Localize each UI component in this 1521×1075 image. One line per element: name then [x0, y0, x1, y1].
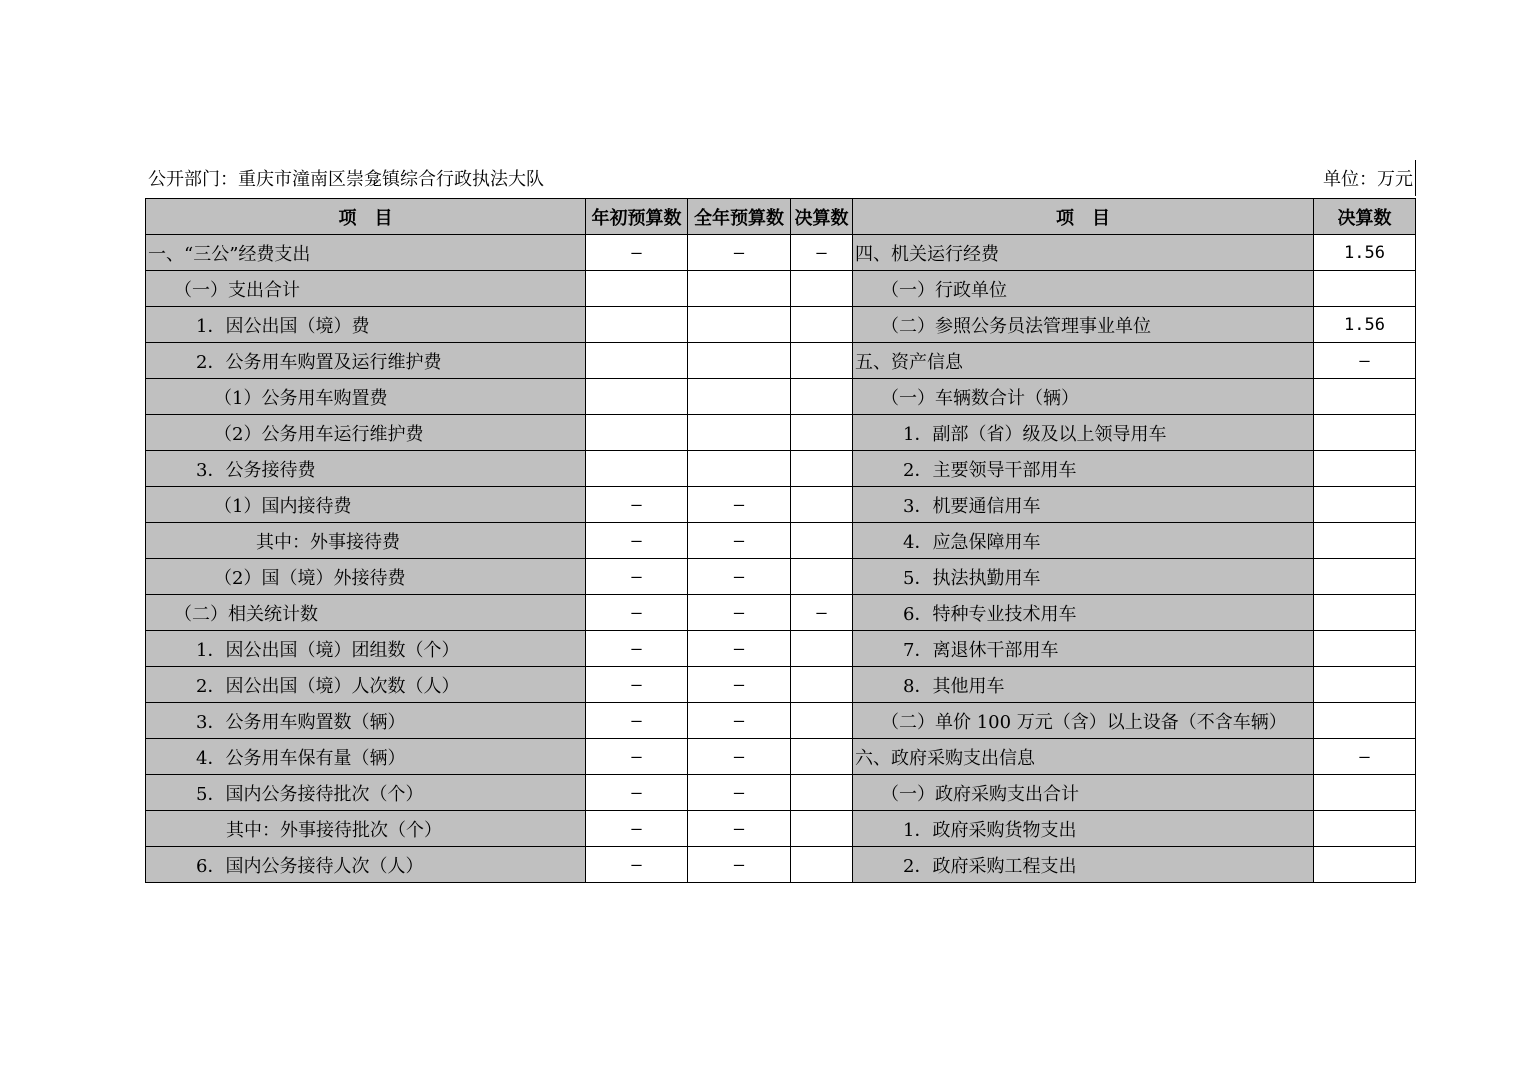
left-item-cell: （2）国（境）外接待费: [146, 559, 586, 595]
right-item-cell: 2．政府采购工程支出: [853, 847, 1314, 883]
table-row: [146, 343, 1416, 379]
right-item-cell: （一）行政单位: [853, 271, 1314, 307]
right-item-cell: 四、机关运行经费: [853, 235, 1314, 271]
table-row: [146, 379, 1416, 415]
right-item-cell: 6．特种专业技术用车: [853, 595, 1314, 631]
left-item-cell: （1）公务用车购置费: [146, 379, 586, 415]
col-header-item: 项 目: [146, 199, 586, 235]
final-account-cell: [791, 847, 853, 883]
right-final-account-cell: [1314, 559, 1416, 595]
right-item-cell: （二）单价 100 万元（含）以上设备（不含车辆）: [853, 703, 1314, 739]
col-header-final-account-right: 决算数: [1314, 199, 1416, 235]
final-account-cell: [791, 811, 853, 847]
final-account-cell: [791, 379, 853, 415]
right-final-account-cell: —: [1314, 343, 1416, 379]
initial-budget-cell: —: [586, 631, 688, 667]
col-header-full-year-budget: 全年预算数: [688, 199, 791, 235]
right-final-account-cell: [1314, 595, 1416, 631]
left-item-cell: 5．国内公务接待批次（个）: [146, 775, 586, 811]
final-account-cell: —: [791, 595, 853, 631]
table-row: [146, 235, 1416, 271]
final-account-cell: [791, 703, 853, 739]
left-item-cell: 2．因公出国（境）人次数（人）: [146, 667, 586, 703]
initial-budget-cell: —: [586, 235, 688, 271]
full-year-budget-cell: [688, 451, 791, 487]
right-final-account-cell: [1314, 415, 1416, 451]
final-account-cell: [791, 559, 853, 595]
unit-label: 单位：万元: [1323, 169, 1413, 190]
full-year-budget-cell: —: [688, 559, 791, 595]
right-item-cell: 1．政府采购货物支出: [853, 811, 1314, 847]
final-account-cell: [791, 775, 853, 811]
table-row: [146, 595, 1416, 631]
full-year-budget-cell: —: [688, 487, 791, 523]
right-item-cell: 8．其他用车: [853, 667, 1314, 703]
left-item-cell: （二）相关统计数: [146, 595, 586, 631]
right-final-account-cell: [1314, 703, 1416, 739]
full-year-budget-cell: [688, 415, 791, 451]
right-item-cell: 4．应急保障用车: [853, 523, 1314, 559]
three-public-expenses-table: [145, 198, 1416, 883]
right-item-cell: 3．机要通信用车: [853, 487, 1314, 523]
initial-budget-cell: —: [586, 595, 688, 631]
right-item-cell: （一）车辆数合计（辆）: [853, 379, 1314, 415]
final-account-cell: [791, 271, 853, 307]
final-account-cell: [791, 631, 853, 667]
initial-budget-cell: [586, 451, 688, 487]
table-row: [146, 451, 1416, 487]
table-header-row: [146, 199, 1416, 235]
right-final-account-cell: [1314, 271, 1416, 307]
final-account-cell: [791, 523, 853, 559]
final-account-cell: [791, 307, 853, 343]
header-divider: [1415, 160, 1416, 196]
right-final-account-cell: [1314, 487, 1416, 523]
left-item-cell: 3．公务接待费: [146, 451, 586, 487]
left-item-cell: 6．国内公务接待人次（人）: [146, 847, 586, 883]
table-row: [146, 739, 1416, 775]
right-final-account-cell: [1314, 667, 1416, 703]
right-final-account-cell: [1314, 451, 1416, 487]
full-year-budget-cell: —: [688, 667, 791, 703]
col-header-initial-budget: 年初预算数: [586, 199, 688, 235]
full-year-budget-cell: —: [688, 739, 791, 775]
right-final-account-cell: 1.56: [1314, 307, 1416, 343]
right-final-account-cell: [1314, 775, 1416, 811]
full-year-budget-cell: —: [688, 235, 791, 271]
right-final-account-cell: [1314, 811, 1416, 847]
table-row: [146, 415, 1416, 451]
final-account-cell: [791, 343, 853, 379]
initial-budget-cell: —: [586, 667, 688, 703]
right-final-account-cell: [1314, 523, 1416, 559]
left-item-cell: （2）公务用车运行维护费: [146, 415, 586, 451]
initial-budget-cell: [586, 415, 688, 451]
initial-budget-cell: —: [586, 487, 688, 523]
table-row: [146, 523, 1416, 559]
right-item-cell: 六、政府采购支出信息: [853, 739, 1314, 775]
final-account-cell: [791, 487, 853, 523]
initial-budget-cell: [586, 379, 688, 415]
right-final-account-cell: —: [1314, 739, 1416, 775]
right-final-account-cell: [1314, 631, 1416, 667]
final-account-cell: [791, 667, 853, 703]
table-row: [146, 559, 1416, 595]
final-account-cell: [791, 739, 853, 775]
right-item-cell: （二）参照公务员法管理事业单位: [853, 307, 1314, 343]
full-year-budget-cell: —: [688, 703, 791, 739]
right-item-cell: 1．副部（省）级及以上领导用车: [853, 415, 1314, 451]
left-item-cell: 3．公务用车购置数（辆）: [146, 703, 586, 739]
initial-budget-cell: —: [586, 775, 688, 811]
col-header-final-account: 决算数: [791, 199, 853, 235]
table-row: [146, 631, 1416, 667]
right-item-cell: （一）政府采购支出合计: [853, 775, 1314, 811]
table-row: [146, 271, 1416, 307]
initial-budget-cell: —: [586, 739, 688, 775]
initial-budget-cell: —: [586, 559, 688, 595]
initial-budget-cell: —: [586, 811, 688, 847]
table-row: [146, 775, 1416, 811]
left-item-cell: （1）国内接待费: [146, 487, 586, 523]
full-year-budget-cell: —: [688, 847, 791, 883]
table-row: [146, 703, 1416, 739]
table-row: [146, 487, 1416, 523]
full-year-budget-cell: [688, 379, 791, 415]
left-item-cell: 一、“三公”经费支出: [146, 235, 586, 271]
left-item-cell: 1．因公出国（境）团组数（个）: [146, 631, 586, 667]
full-year-budget-cell: [688, 343, 791, 379]
right-final-account-cell: [1314, 847, 1416, 883]
right-item-cell: 五、资产信息: [853, 343, 1314, 379]
full-year-budget-cell: [688, 307, 791, 343]
full-year-budget-cell: —: [688, 775, 791, 811]
table-row: [146, 307, 1416, 343]
final-account-cell: [791, 451, 853, 487]
initial-budget-cell: —: [586, 847, 688, 883]
left-item-cell: （一）支出合计: [146, 271, 586, 307]
initial-budget-cell: [586, 343, 688, 379]
right-item-cell: 5．执法执勤用车: [853, 559, 1314, 595]
initial-budget-cell: —: [586, 703, 688, 739]
full-year-budget-cell: —: [688, 631, 791, 667]
right-final-account-cell: 1.56: [1314, 235, 1416, 271]
right-item-cell: 2．主要领导干部用车: [853, 451, 1314, 487]
left-item-cell: 4．公务用车保有量（辆）: [146, 739, 586, 775]
full-year-budget-cell: —: [688, 595, 791, 631]
table-row: [146, 811, 1416, 847]
department-label: 公开部门：重庆市潼南区崇龛镇综合行政执法大队: [148, 169, 544, 190]
left-item-cell: 2．公务用车购置及运行维护费: [146, 343, 586, 379]
table-body: [146, 235, 1416, 883]
full-year-budget-cell: —: [688, 811, 791, 847]
initial-budget-cell: —: [586, 523, 688, 559]
right-item-cell: 7．离退休干部用车: [853, 631, 1314, 667]
col-header-item-right: 项 目: [853, 199, 1314, 235]
table-row: [146, 667, 1416, 703]
final-account-cell: —: [791, 235, 853, 271]
final-account-cell: [791, 415, 853, 451]
left-item-cell: 1．因公出国（境）费: [146, 307, 586, 343]
full-year-budget-cell: [688, 271, 791, 307]
table-row: [146, 847, 1416, 883]
left-item-cell: 其中：外事接待费: [146, 523, 586, 559]
right-final-account-cell: [1314, 379, 1416, 415]
full-year-budget-cell: —: [688, 523, 791, 559]
initial-budget-cell: [586, 271, 688, 307]
left-item-cell: 其中：外事接待批次（个）: [146, 811, 586, 847]
initial-budget-cell: [586, 307, 688, 343]
